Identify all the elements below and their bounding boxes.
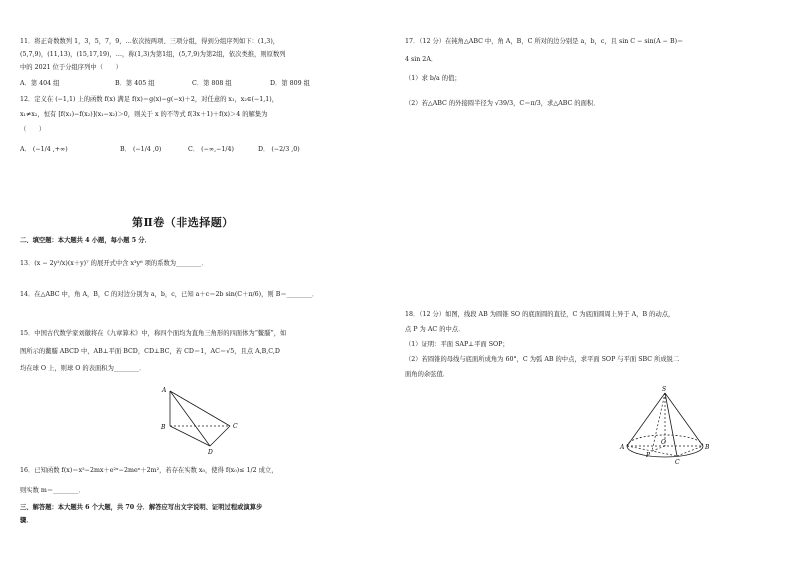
q15-line3: 均在球 O 上，则球 O 的表面积为________． — [20, 365, 146, 372]
q18-line3: （1）证明：平面 SAP⊥平面 SOP； — [405, 341, 509, 348]
q14-text: 14．在△ABC 中，角 A，B，C 的对边分别为 a，b，c，已知 a＋c＝2b sin(C＋π/6)，则 B＝________． — [20, 291, 319, 298]
q12-option-a — [20, 144, 68, 153]
fill-in-heading: 二、填空题：本大题共 4 小题，每小题 5 分． — [20, 237, 151, 244]
q12-line1: 12．定义在 (−1,1) 上的函数 f(x) 满足 f(x)＝g(x)−g(−x)＋2，对任意的 x₁，x₂∈(−1,1)， — [20, 96, 279, 103]
base-front-arc — [627, 446, 703, 457]
q12-option-d-label: D． — [258, 146, 270, 153]
segment-op — [652, 446, 665, 451]
q12-line2: x₁≠x₂，恒有 [f(x₁)−f(x₂)](x₁−x₂)＞0，则关于 x 的不等式 f(3x＋1)＋f(x)＞4 的解集为 — [20, 111, 268, 118]
answer-heading: 三、解答题：本大题共 6 个大题，共 70 分．解答应写出文字说明、证明过程或演算步 — [20, 504, 263, 511]
q18-line2: 点 P 为 AC 的中点． — [405, 326, 465, 333]
q12-option-c-label: C． — [188, 146, 200, 153]
q12-option-b-label: B． — [120, 146, 131, 153]
edge-ad — [170, 391, 210, 446]
slant-sa — [627, 393, 665, 446]
label-o: O — [661, 439, 666, 446]
cone-figure — [617, 384, 717, 466]
q12-option-d — [258, 144, 300, 153]
slant-sc — [665, 393, 677, 456]
q12-option-b — [120, 144, 161, 153]
label-a: A — [620, 444, 625, 451]
q12-option-b-expr: (−1/4 ,0) — [132, 146, 162, 153]
q16-line2: 则实数 m＝________． — [20, 487, 85, 494]
slant-sb — [665, 393, 703, 446]
part2-title: 第Ⅱ卷（非选择题） — [132, 216, 234, 229]
q12-option-c-expr: (−∞,−1/4) — [201, 146, 234, 153]
q11-line2: (5,7,9)，(11,13)，(15,17,19)，…，称(1,3)为第1组，(5,7,9)为第2组，依次类推，则原数列 — [20, 51, 286, 58]
q12-line3: （ ） — [20, 126, 46, 133]
q16-line1: 16．已知函数 f(x)＝x²−2mx＋e²ˣ−2meˣ＋2m²，若存在实数 x₀，使得 f(x₀)≤ 1/2 成立， — [20, 467, 278, 474]
q11-line3: 中的 2021 位于分组序列中（ ） — [20, 64, 122, 71]
tetrahedron-figure — [150, 384, 250, 456]
right-column — [397, 0, 794, 562]
edge-bd — [170, 426, 210, 446]
label-c: C — [233, 423, 238, 430]
q17-line4: （2）若△ABC 的外接圆半径为 √39/3，C＝π/3，求△ABC 的面积． — [405, 100, 600, 107]
label-b: B — [161, 424, 166, 431]
q17-line3: （1）求 b/a 的值； — [405, 75, 461, 82]
q17-line2: 4 sin 2A． — [405, 56, 438, 63]
label-a: A — [162, 387, 167, 394]
label-b: B — [705, 444, 710, 451]
q11-line1: 11．将正奇数数列 1，3，5，7，9，…依次按两项、三项分组，得到分组序列如下：(1,3)， — [20, 38, 280, 45]
label-c: C — [675, 459, 680, 466]
edge-cd — [210, 426, 230, 446]
q11-option-a: A．第 404 组 — [20, 80, 60, 87]
q11-option-d: D．第 809 组 — [270, 80, 310, 87]
q12-option-c — [188, 144, 234, 153]
q18-line1: 18．（12 分）如图，线段 AB 为圆锥 SO 的底面圆的直径，C 为底面圆周上异于 A，B 的动点， — [405, 311, 675, 318]
q15-line2: 图所示的鳖臑 ABCD 中，AB⊥平面 BCD，CD⊥BC，若 CD＝1，AC＝√5，且点 A,B,C,D — [20, 348, 280, 355]
q12-option-a-expr: (−1/4 ,+∞) — [32, 146, 68, 153]
answer-heading-cont: 骤． — [20, 517, 33, 524]
q13-text: 13．(x − 2y²/x)(x＋y)⁷ 的展开式中含 x³y⁶ 项的系数为________． — [20, 260, 208, 267]
q18-line5: 面角的余弦值． — [405, 371, 450, 378]
label-p: P — [646, 452, 651, 459]
q12-option-d-expr: (−2/3 ,0) — [271, 146, 300, 153]
q15-line1: 15．中国古代数学家刘徽将在《九章算术》中，称四个面均为直角三角形的四面体为“鳖臑”，如 — [20, 330, 287, 337]
q11-option-b: B．第 405 组 — [115, 80, 155, 87]
q18-line4: （2）若圆锥的母线与底面所成角为 60°，C 为弧 AB 的中点，求平面 SOP 与平面 SBC 所成锐二 — [405, 356, 680, 363]
q17-line1: 17．（12 分）在钝角△ABC 中，角 A，B，C 所对的边分别是 a，b，c，且 sin C − sin(A − B)＝ — [405, 38, 684, 45]
label-d: D — [208, 449, 213, 456]
q12-option-a-label: A． — [20, 146, 31, 153]
label-s: S — [662, 386, 667, 393]
q11-option-c: C．第 808 组 — [192, 80, 232, 87]
edge-ac — [170, 391, 230, 426]
